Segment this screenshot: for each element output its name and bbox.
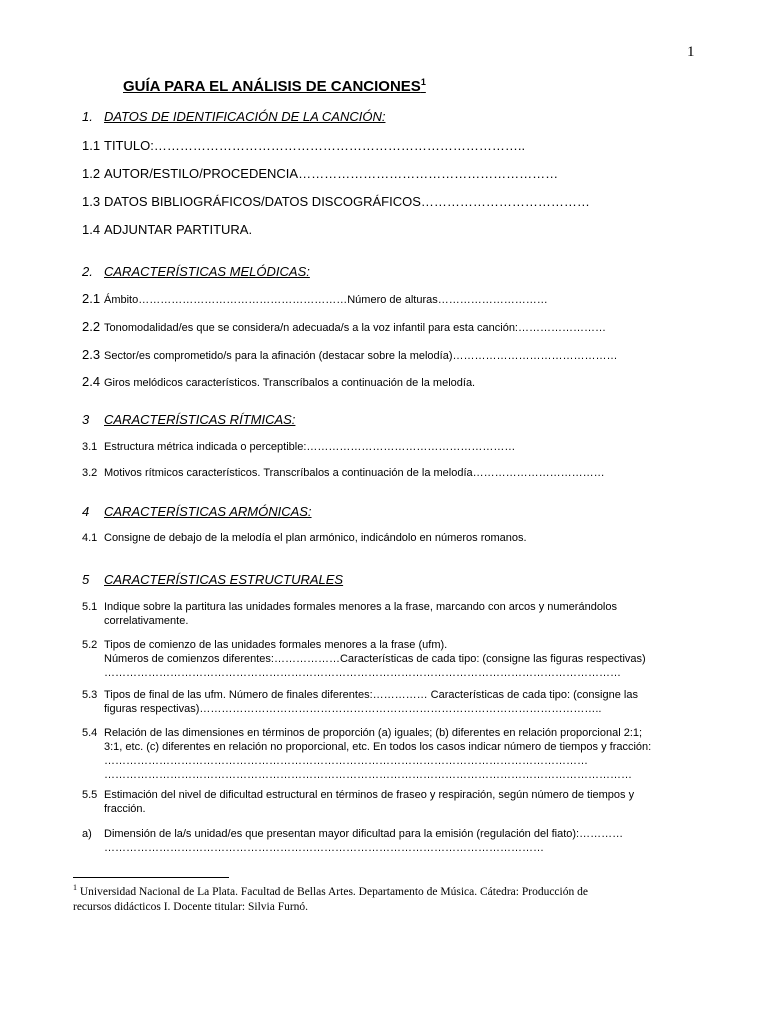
footnote-marker: 1 <box>73 883 77 892</box>
item-1-4: 1.4 ADJUNTAR PARTITURA. <box>82 222 253 237</box>
section-2-heading: 2. CARACTERÍSTICAS MELÓDICAS: <box>82 264 310 279</box>
item-4-1: 4.1 Consigne de debajo de la melodía el plan armónico, indicándolo en números romanos. <box>82 532 527 544</box>
item-2-3: 2.3 Sector/es comprometido/s para la afinación (destacar sobre la melodía)……………………………………… <box>82 347 618 362</box>
section-4-heading: 4 CARACTERÍSTICAS ARMÓNICAS: <box>82 504 312 519</box>
item-1-3: 1.3 DATOS BIBLIOGRÁFICOS/DATOS DISCOGRÁFICOS………………………………… <box>82 194 590 209</box>
section-5-heading: 5 CARACTERÍSTICAS ESTRUCTURALES <box>82 572 344 587</box>
page-number: 1 <box>687 44 695 60</box>
section-1-heading: 1. DATOS DE IDENTIFICACIÓN DE LA CANCIÓN: <box>82 109 386 124</box>
footnote: $^1$ Universidad Nacional de La Plata. Facultad de Bellas Artes. Departamento de Música. Cátedra: Producción de recursos didácticos I. Docente titular: Silvia Furnó. <box>73 883 588 913</box>
item-2-4: 2.4 Giros melódicos característicos. Transcríbalos a continuación de la melodía. <box>82 374 476 389</box>
item-3-2: 3.2 Motivos rítmicos característicos. Transcríbalos a continuación de la melodía……………………………… <box>82 467 605 479</box>
page-title <box>123 77 426 95</box>
item-2-2: 2.2 Tonomodalidad/es que se considera/n adecuada/s a la voz infantil para esta canción:…………………… <box>82 319 606 334</box>
item-1-1: 1.1 TITULO:………………………………………………………………………….. <box>82 138 526 153</box>
document-page: 1 GUÍA PARA EL ANÁLISIS DE CANCIONES$^1$ 1. DATOS DE IDENTIFICACIÓN DE LA CANCIÓN: 1.1 TITULO:………………………………………………………………………….. 1.2 AUTOR/ESTILO/PROCEDENCIA…………………………………………………… 1.3 DATOS BIBLIOGRÁFICOS/DATOS DISCOGRÁFICOS………………………………… 1.4 ADJUNTAR PARTITURA. 2. CARACTERÍSTICAS MELÓDICAS: 2.1 Ámbito…………………………………………………Número de alturas………………………… 2.2 Tonomodalidad/es que se considera/n adecuada/s a la voz infantil para esta canción:…………………… 2.3 Sector/es comprometido/s para la afinación (destacar sobre la melodía)……………………………………… 2.4 Giros melódicos característicos. Transcríbalos a continuación de la melodía. 3 CARACTERÍSTICAS RÍTMICAS: 3.1 Estructura métrica indicada o perceptible:………………………………………………… 3.2 Motivos rítmicos característicos. Transcríbalos a continuación de la melodía……………………………… 4 CARACTERÍSTICAS ARMÓNICAS: 4.1 Consigne de debajo de la melodía el plan armónico, indicándolo en números romanos. 5 CARACTERÍSTICAS ESTRUCTURALES 5.1 Indique sobre la partitura las unidades formales menores a la frase, marcando con arcos y numerándolos correlativamente. 5.2 Tipos de comienzo de las unidades formales menores a la frase (ufm). Números de comienzos diferentes:………………Características de cada tipo: (consigne las figuras respectivas) …………………………………………………………………………………………………………………………… 5.3 Tipos de final de las ufm. Número de finales diferentes:…………… Características de cada tipo: (consigne las figuras respectivas)……………………………………………………………………………………………….. 5.4 Relación de las dimensiones en términos de proporción (a) iguales; (b) diferentes en relación proporcional 2:1; 3:1, etc. (c) diferentes en relación no proporcional, etc. En todos los casos indicar número de tiempos y fracción: …………………………………………………………………………………………………………………… ……………………………………………………………………………………………………………………………… 5.5 Estimación del nivel de dificultad estructural en términos de fraseo y respiración, según número de tiempos y fracción. a) Dimensión de la/s unidad/es que presentan mayor dificultad para la emisión (regulación del fiato):………… ………………………………………………………………………………………………………… $^1$ Universidad Nacional de La Plata. Facultad de Bellas Artes. Departamento de Música. Cátedra: Producción de recursos didácticos I. Docente titular: Silvia Furnó. <box>73 44 695 913</box>
section-3-heading: 3 CARACTERÍSTICAS RÍTMICAS: <box>82 412 296 427</box>
footnote-separator <box>73 877 229 878</box>
item-3-1: 3.1 Estructura métrica indicada o perceptible:………………………………………………… <box>82 441 516 453</box>
item-2-1: 2.1 Ámbito…………………………………………………Número de alturas………………………… <box>82 291 548 306</box>
footnote-ref[interactable]: 1 <box>420 77 426 87</box>
title-text: GUÍA PARA EL ANÁLISIS DE CANCIONES <box>123 78 421 95</box>
item-1-2: 1.2 AUTOR/ESTILO/PROCEDENCIA…………………………………………………… <box>82 166 559 181</box>
